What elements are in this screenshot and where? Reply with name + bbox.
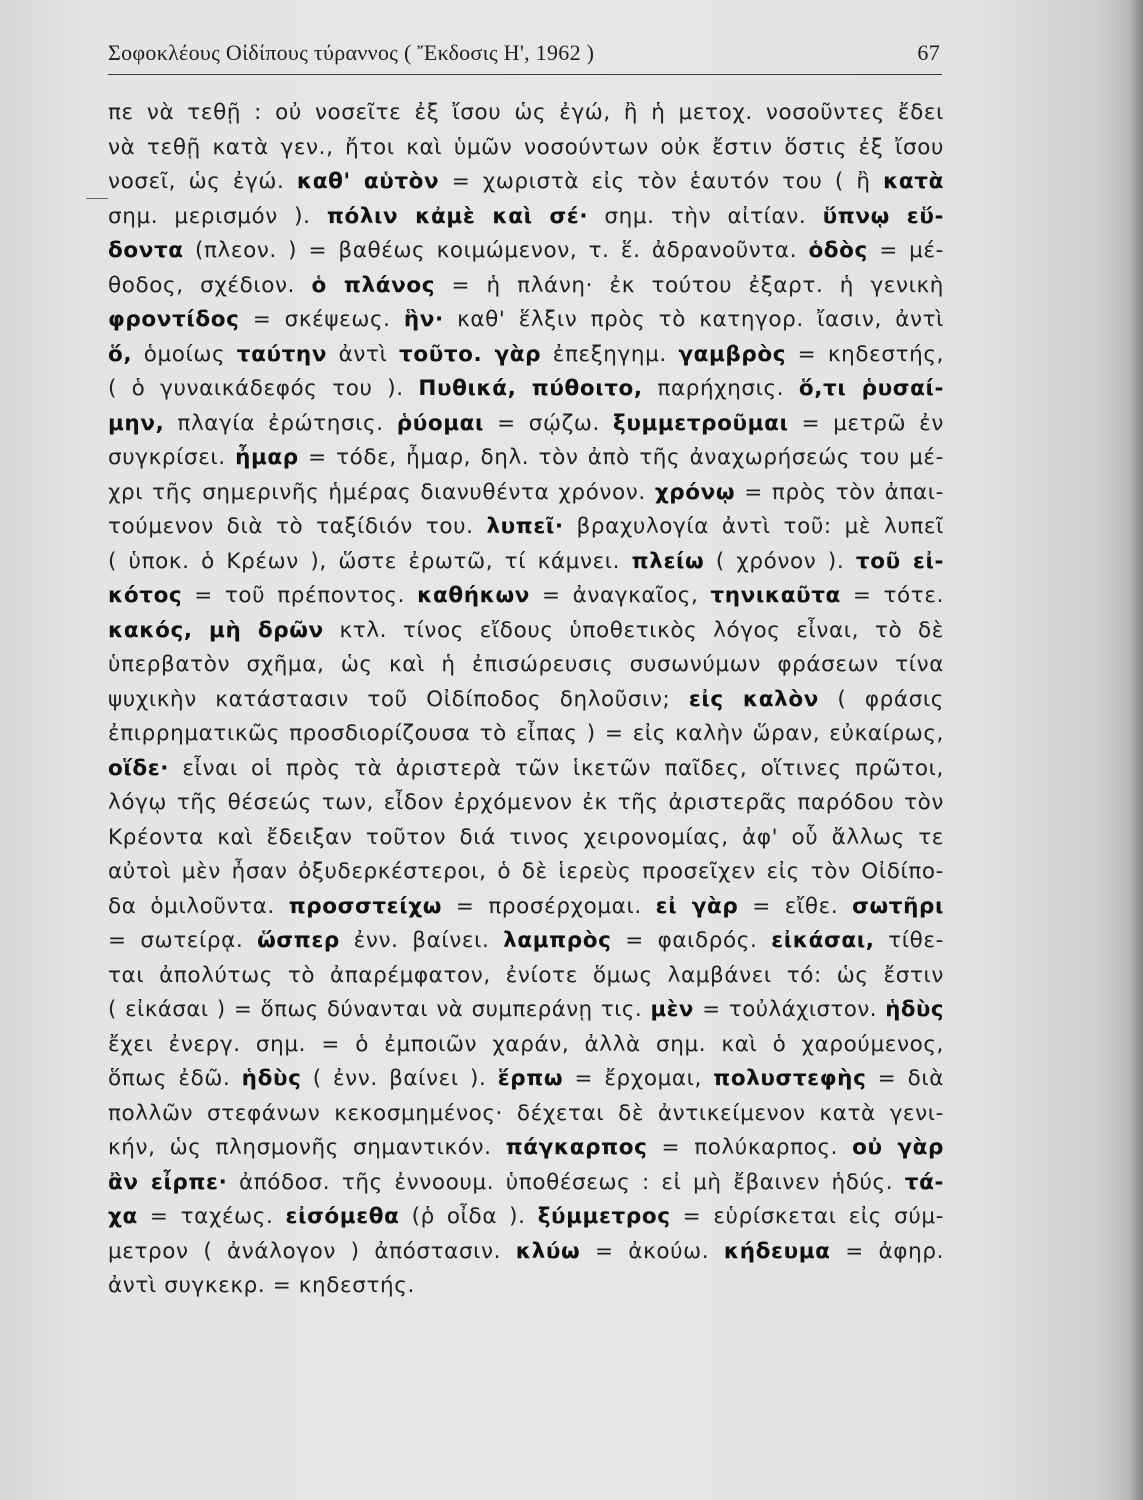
gloss-text: ψυχικὴν κατάστασιν τοῦ Οἰδίποδος δηλοῦσιν; (108, 686, 689, 712)
text-line (108, 1131, 944, 1166)
lemma-term: τηνικαῦτα (710, 583, 841, 608)
lemma-term: ἦμαρ (235, 445, 299, 470)
text-line (108, 648, 944, 683)
text-line (108, 165, 944, 200)
text-line (108, 338, 944, 373)
gloss-text: = διὰ (866, 1066, 944, 1091)
lemma-term: τά- (904, 1169, 944, 1195)
text-line (108, 821, 944, 856)
gloss-text: εἶναι οἱ πρὸς τὰ ἀριστερὰ τῶν ἱκετῶν παῖδες, οἵτινες πρῶτοι, (169, 755, 944, 781)
gloss-text: νοσεῖ, ὡς ἐγώ. (108, 169, 297, 194)
lemma-term: ὅ, (108, 341, 133, 367)
gloss-text: = πρὸς τὸν ἀπαι- (735, 479, 944, 505)
lemma-term: ὅ,τι ῥυσαί- (798, 376, 944, 401)
lemma-term: χρόνῳ (654, 479, 736, 505)
page-number: 67 (917, 40, 940, 65)
text-line (108, 890, 944, 925)
gloss-text: ( ὑποκ. ὁ Κρέων ), ὥστε ἐρωτῶ, τί κάμνει. (108, 548, 632, 574)
gloss-text: = ταχέως. (137, 1204, 286, 1229)
lemma-term: ἕρπω (497, 1066, 564, 1091)
lemma-term: φροντίδος (108, 307, 240, 332)
text-line (108, 372, 944, 407)
lemma-term: κότος (108, 583, 183, 608)
lemma-term: λαμπρὸς (503, 928, 612, 953)
lemma-term: εἰκάσαι, (771, 928, 875, 953)
lemma-term: λυπεῖ· (486, 514, 564, 539)
gloss-text: παρήχησις. (642, 376, 799, 401)
lemma-term: ξύμμετρος (537, 1204, 671, 1229)
lemma-term: ἂν εἶρπε· (108, 1169, 228, 1195)
text-line (108, 959, 944, 994)
gloss-text: (ῥ οἶδα ). (399, 1204, 538, 1229)
lemma-term: μὲν (650, 997, 694, 1022)
lemma-term: κακός, μὴ δρῶν (108, 617, 324, 643)
gloss-text: ἀντὶ (327, 341, 400, 367)
commentary-text (108, 96, 944, 1304)
gloss-text: = εὑρίσκεται εἰς σύμ- (670, 1204, 944, 1229)
lemma-term: μην, (108, 410, 165, 436)
lemma-term: εἰσόμεθα (285, 1204, 400, 1229)
text-line (108, 303, 944, 338)
gloss-text: = ἔρχομαι, (563, 1066, 714, 1091)
gloss-text: ται ἀπολύτως τὸ ἀπαρέμφατον, ἐνίοτε ὅμως λαμβάνει τό: ὡς ἔστιν (108, 962, 944, 988)
text-line (108, 683, 944, 718)
lemma-term: ὥσπερ (257, 928, 340, 953)
running-head (108, 40, 940, 72)
text-line (108, 1235, 944, 1270)
text-line (108, 545, 944, 580)
gloss-text: = πολύκαρπος. (647, 1135, 853, 1160)
gloss-text: θοδος, σχέδιον. (108, 272, 312, 298)
text-line (108, 407, 944, 442)
gloss-text: βραχυλογία ἀντὶ τοῦ: μὲ λυπεῖ (563, 514, 944, 539)
gloss-text: = προσέρχομαι. (441, 893, 656, 919)
gloss-text: = τότε. (840, 583, 944, 608)
lemma-term: ἡδὺς (241, 1066, 302, 1091)
gloss-text: κήν, ὡς πλησμονῆς σημαντικόν. (108, 1135, 506, 1160)
gloss-text: ὑπερβατὸν σχῆμα, ὡς καὶ ἡ ἐπισώρευσις συσωνύμων φράσεων τίνα (108, 652, 944, 677)
text-line (108, 96, 944, 131)
text-line (108, 1062, 944, 1097)
lemma-term: ταύτην (236, 341, 328, 367)
gloss-text: ἀπόδοσ. τῆς ἐννοουμ. ὑποθέσεως : εἰ μὴ ἔβαινεν ἡδύς. (227, 1169, 905, 1195)
gloss-text: = εἴθε. (738, 893, 853, 919)
gloss-text: κτλ. τίνος εἴδους ὑποθετικὸς λόγος εἶναι, τὸ δὲ (323, 617, 944, 643)
lemma-term: ὁ πλάνος (311, 272, 436, 298)
gloss-text: = σωτείρᾳ. (108, 928, 258, 953)
gloss-text: ὅπως ἐδῶ. (108, 1066, 242, 1091)
gloss-text: = τόδε, ἦμαρ, δηλ. τὸν ἀπὸ τῆς ἀναχωρήσεώς του μέ- (298, 445, 944, 470)
gloss-text: = ἀφηρ. (830, 1238, 944, 1264)
gloss-text: τούμενον διὰ τὸ ταξίδιόν του. (108, 514, 487, 539)
gloss-text: ( ἐνν. βαίνει ). (301, 1066, 498, 1091)
gloss-text: τίθε- (874, 928, 944, 953)
text-line (108, 752, 944, 787)
lemma-term: τοῦτο. γὰρ (399, 341, 542, 367)
text-line (108, 855, 944, 890)
gloss-text: = μετρῶ ἐν (788, 410, 944, 436)
text-line (108, 234, 944, 269)
text-line (108, 1269, 944, 1304)
gloss-text: = χωριστὰ εἰς τὸν ἑαυτόν του ( ἢ (439, 169, 884, 194)
lemma-term: εἰς καλὸν (688, 686, 819, 712)
gloss-text: σημ. τὴν αἰτίαν. (588, 203, 823, 229)
gloss-text: ἐπεξηγημ. (541, 341, 679, 367)
lemma-term: κλύω (515, 1238, 581, 1264)
text-line (108, 1028, 944, 1063)
text-line (108, 441, 944, 476)
gloss-text: νὰ τεθῇ κατὰ γεν., ἤτοι καὶ ὑμῶν νοσούντων οὐκ ἔστιν ὅστις ἐξ ἴσου (108, 134, 944, 160)
gloss-text: = φαιδρός. (611, 928, 772, 953)
gloss-text: ἐπιρρηματικῶς προσδιορίζουσα τὸ εἶπας ) = εἰς καλὴν ὥραν, εὐκαίρως, (108, 721, 944, 746)
page-edge-shadow (1129, 0, 1143, 1500)
lemma-term: πλείω (631, 548, 705, 574)
gloss-text: ἐνν. βαίνει. (339, 928, 504, 953)
gloss-text: = τοὐλάχιστον. (693, 997, 886, 1022)
text-line (108, 717, 944, 752)
text-line (108, 200, 944, 235)
gloss-text: = ἡ πλάνη· ἐκ τούτου ἐξαρτ. ἡ γενικὴ (435, 272, 944, 298)
text-line (108, 131, 944, 166)
gloss-text: ( φράσις (818, 686, 944, 712)
gloss-text: ( χρόνον ). (704, 548, 856, 574)
gloss-text: = ἀναγκαῖος, (530, 583, 711, 608)
lemma-term: καθ' αὑτὸν (296, 169, 440, 194)
text-line (108, 269, 944, 304)
lemma-term: τοῦ εἰ- (855, 548, 944, 574)
text-line (108, 1097, 944, 1132)
lemma-term: προσστείχω (288, 893, 442, 919)
gloss-text: συγκρίσει. (108, 445, 236, 470)
running-head-title: Σοφοκλέους Οἰδίπους τύραννος ( Ἔκδοσις Η', 1962 ) (108, 40, 595, 65)
lemma-term: χα (108, 1204, 138, 1229)
text-line (108, 579, 944, 614)
gloss-text: ἀντὶ συγκεκρ. = κηδεστής. (108, 1273, 415, 1298)
lemma-term: σωτῆρι (852, 893, 944, 919)
gloss-text: πλαγία ἐρώτησις. (164, 410, 397, 436)
text-line (108, 993, 944, 1028)
text-line (108, 786, 944, 821)
gloss-text: καθ' ἕλξιν πρὸς τὸ κατηγορ. ἴασιν, ἀντὶ (443, 307, 944, 332)
gloss-text: σημ. μερισμόν ). (108, 203, 327, 229)
lemma-term: πολυστεφὴς (713, 1066, 867, 1091)
gloss-text: = σῴζω. (484, 410, 614, 436)
gloss-text: ( εἰκάσαι ) = ὅπως δύνανται νὰ συμπεράνῃ τις. (108, 997, 651, 1022)
lemma-term: ῥύομαι (396, 410, 485, 436)
gloss-text: (πλεον. ) = βαθέως κοιμώμενον, τ. ἕ. ἀδρανοῦντα. (183, 238, 809, 263)
text-line (108, 924, 944, 959)
lemma-term: ὁδὸς (808, 238, 868, 263)
lemma-term: δοντα (108, 238, 184, 263)
lemma-term: γαμβρὸς (678, 341, 787, 367)
gloss-text: Κρέοντα καὶ ἔδειξαν τοῦτον διά τινος χειρονομίας, ἀφ' οὗ ἄλλως τε (108, 824, 944, 850)
lemma-term: κήδευμα (723, 1238, 831, 1264)
gloss-text: πολλῶν στεφάνων κεκοσμημένος· δέχεται δὲ ἀντικείμενον κατὰ γενι- (108, 1100, 944, 1126)
text-line (108, 614, 944, 649)
gloss-text: ἔχει ἐνεργ. σημ. = ὁ ἐμποιῶν χαράν, ἀλλὰ σημ. καὶ ὁ χαρούμενος, (108, 1031, 944, 1057)
gloss-text: λόγῳ τῆς θέσεώς των, εἶδον ἐρχόμενον ἐκ τῆς ἀριστερᾶς παρόδου τὸν (108, 790, 944, 815)
gloss-text: ( ὁ γυναικάδεφός του ). (108, 376, 419, 401)
gloss-text: μετρον ( ἀνάλογον ) ἀπόστασιν. (108, 1238, 516, 1264)
gloss-text: ὁμοίως (132, 341, 237, 367)
lemma-term: ξυμμετροῦμαι (613, 410, 789, 436)
lemma-term: εἰ γὰρ (655, 893, 739, 919)
gloss-text: = μέ- (867, 238, 944, 263)
lemma-term: ἣν· (403, 307, 444, 332)
lemma-term: πόλιν κἀμὲ καὶ σέ· (326, 203, 589, 229)
lemma-term: ἡδὺς (885, 997, 944, 1022)
gloss-text: χρι τῆς σημερινῆς ἡμέρας διανυθέντα χρόνον. (108, 479, 655, 505)
gloss-text: = σκέψεως. (239, 307, 404, 332)
lemma-term: ὕπνῳ εὕ- (822, 203, 944, 229)
gloss-text: πε νὰ τεθῇ : οὐ νοσεῖτε ἐξ ἴσου ὡς ἐγώ, ἢ ἡ μετοχ. νοσοῦντες ἔδει (108, 100, 944, 125)
gloss-text: αὐτοὶ μὲν ἦσαν ὀξυδερκέστεροι, ὁ δὲ ἱερεὺς προσεῖχεν εἰς τὸν Οἰδίπο- (108, 859, 944, 884)
lemma-term: καθήκων (417, 583, 531, 608)
header-rule (108, 74, 942, 75)
lemma-term: οἵδε· (108, 755, 170, 781)
gloss-text: = τοῦ πρέποντος. (182, 583, 418, 608)
text-line (108, 1200, 944, 1235)
text-line (108, 510, 944, 545)
lemma-term: Πυθικά, πύθοιτο, (418, 376, 643, 401)
gloss-text: = κηδεστής, (786, 341, 944, 367)
text-line (108, 476, 944, 511)
lemma-term: κατὰ (883, 169, 944, 194)
margin-pencil-mark (86, 198, 108, 199)
gloss-text: δα ὁμιλοῦντα. (108, 893, 289, 919)
lemma-term: πάγκαρπος (505, 1135, 648, 1160)
text-line (108, 1166, 944, 1201)
gloss-text: = ἀκούω. (580, 1238, 724, 1264)
lemma-term: οὐ γὰρ (852, 1135, 944, 1160)
